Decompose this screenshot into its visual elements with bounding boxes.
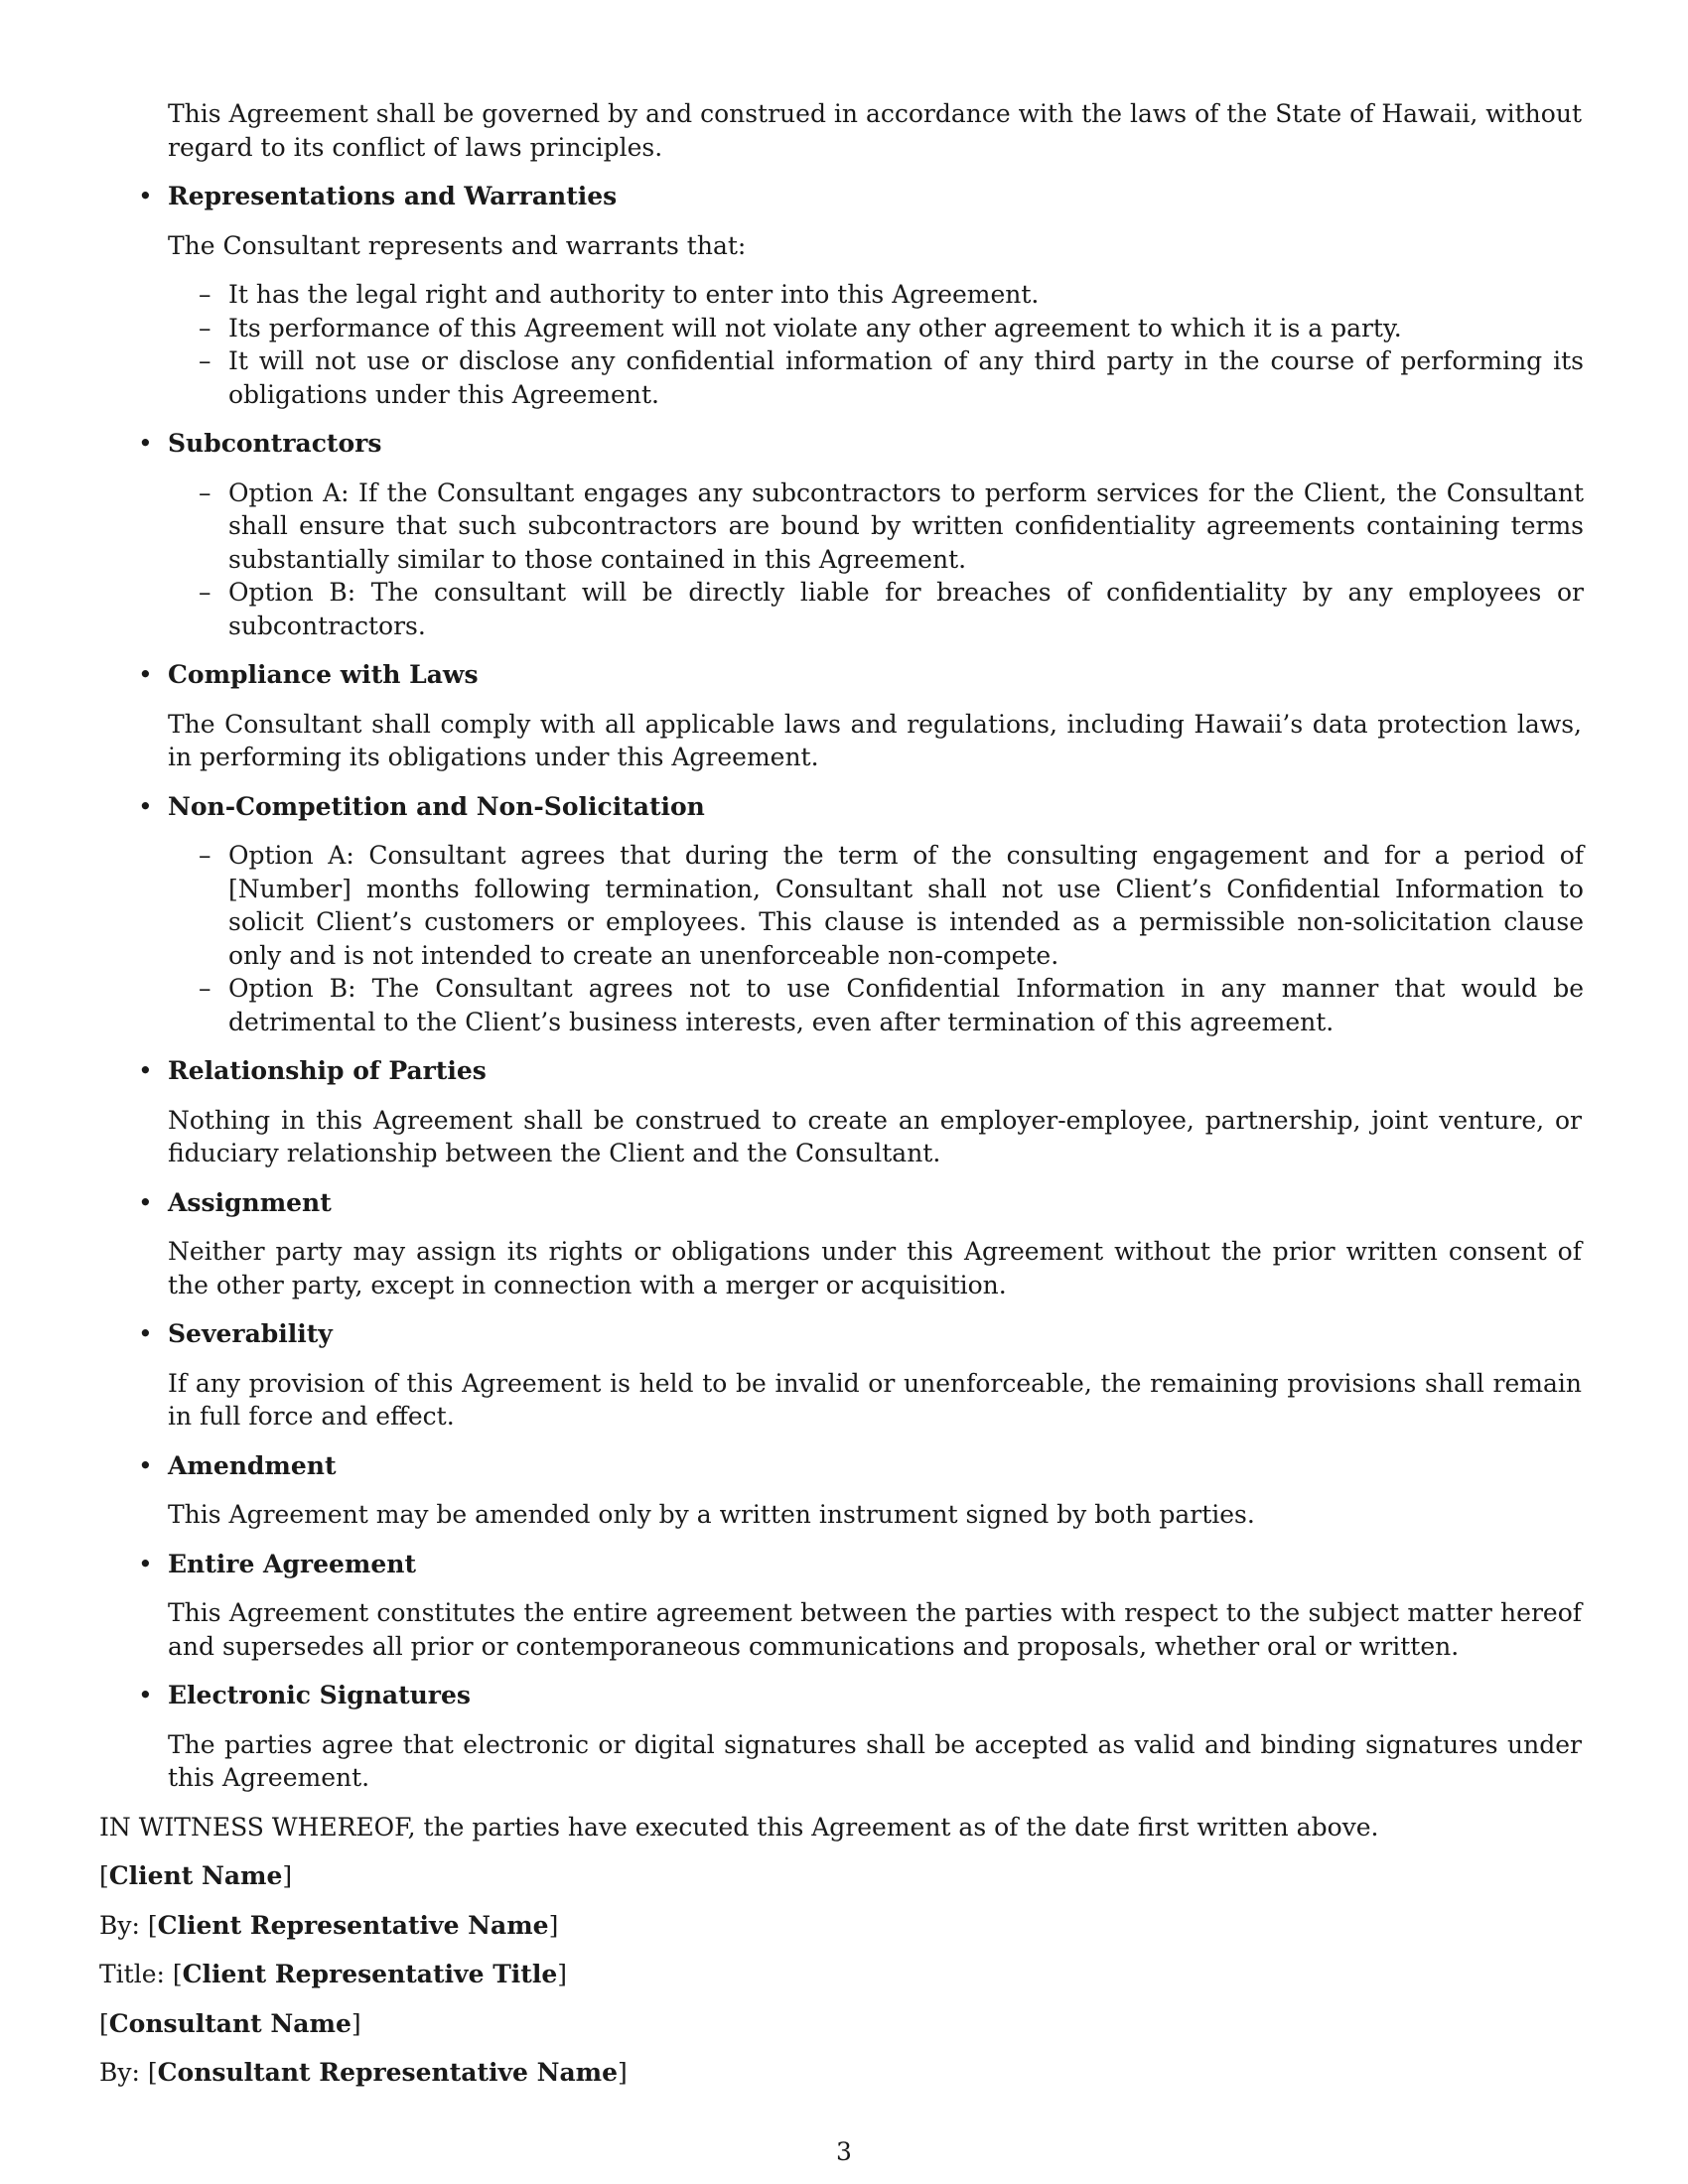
bullet-icon: • <box>138 182 153 210</box>
section-amendment <box>138 1449 1589 1532</box>
list-item-text: Option B: The consultant will be directly liable for breaches of confidentiality by any employees or subcontractors. <box>228 578 1584 640</box>
bullet-icon: • <box>138 1056 153 1085</box>
section-assignment <box>138 1186 1589 1302</box>
consultant-name: Consultant Name <box>108 2008 352 2038</box>
client-rep-name: Client Representative Name <box>157 1910 549 1940</box>
dash-icon: – <box>199 346 211 375</box>
section-heading: Non-Competition and Non-Solicitation <box>168 791 705 821</box>
bullet-icon: • <box>138 660 153 689</box>
client-rep-line: By: [Client Representative Name] <box>99 1910 559 1940</box>
by-label: By: <box>99 1910 140 1940</box>
list-item-text: Option B: The Consultant agrees not to use Confidential Information in any manner that would be detrimental to the Client’s business interests, even after termination of this agreement. <box>228 974 1584 1036</box>
section-body: Nothing in this Agreement shall be construed to create an employer-employee, partnership, joint venture, or fiduciary relationship between the Client and the Consultant. <box>168 1105 1582 1167</box>
bullet-icon: • <box>138 791 153 821</box>
list-item <box>199 839 1584 972</box>
bullet-icon: • <box>138 1187 153 1217</box>
client-rep-title: Client Representative Title <box>182 1960 558 1988</box>
bullet-icon: • <box>138 429 153 458</box>
title-label: Title: <box>99 1960 165 1988</box>
section-body: Neither party may assign its rights or obligations under this Agreement without the prior written consent of the other party, except in connection with a merger or acquisition. <box>168 1237 1582 1299</box>
dash-icon: – <box>199 841 211 870</box>
section-heading: Representations and Warranties <box>168 182 618 210</box>
bullet-icon: • <box>138 1549 153 1578</box>
section-heading: Assignment <box>168 1187 332 1217</box>
section-heading: Amendment <box>168 1450 337 1480</box>
section-body: The Consultant represents and warrants that: <box>168 230 747 260</box>
section-electronic-signatures <box>138 1679 1589 1795</box>
section-entire-agreement <box>138 1548 1589 1664</box>
section-body: This Agreement may be amended only by a written instrument signed by both parties. <box>168 1500 1255 1529</box>
list-item-text: It has the legal right and authority to enter into this Agreement. <box>228 280 1040 309</box>
section-body: The parties agree that electronic or digital signatures shall be accepted as valid and binding signatures under this Agreement. <box>168 1729 1582 1792</box>
bullet-icon: • <box>138 1681 153 1709</box>
list-item <box>199 576 1584 642</box>
list-item <box>199 344 1584 411</box>
section-non-competition <box>138 790 1589 1039</box>
client-name: Client Name <box>108 1861 283 1890</box>
section-relationship <box>138 1054 1589 1170</box>
list-item <box>199 972 1584 1038</box>
section-heading: Electronic Signatures <box>168 1681 471 1709</box>
list-item-text: Its performance of this Agreement will not violate any other agreement to which it is a party. <box>228 313 1402 342</box>
list-item-text: It will not use or disclose any confidential information of any third party in the course of performing its obligations under this Agreement. <box>228 346 1584 409</box>
section-heading: Entire Agreement <box>168 1549 416 1578</box>
governing-law-text: This Agreement shall be governed by and construed in accordance with the laws of the State of Hawaii, without regard to its conflict of laws principles. <box>168 99 1582 162</box>
dash-icon: – <box>199 974 211 1003</box>
sub-list <box>168 278 1589 411</box>
dash-icon: – <box>199 578 211 607</box>
sub-list <box>168 477 1589 643</box>
list-item <box>199 477 1584 577</box>
dash-icon: – <box>199 478 211 507</box>
list-item <box>199 312 1584 345</box>
page-number: 3 <box>836 2137 852 2166</box>
by-label: By: <box>99 2058 140 2087</box>
bullet-icon: • <box>138 1450 153 1480</box>
list-item-text: Option A: Consultant agrees that during the term of the consulting engagement and for a period of [Number] months following termination, Consultant shall not use Client’s Confidential Information to solicit Client’s customers or employees. This clause is intended as a permissible non-solicitation clause only and is not intended to create an unenforceable non-compete. <box>228 841 1584 970</box>
list-item-text: Option A: If the Consultant engages any subcontractors to perform services for the Client, the Consultant shall ensure that such subcontractors are bound by written confidentiality agreements containing terms substantially similar to those contained in this Agreement. <box>228 478 1584 574</box>
consultant-name-line: [Consultant Name] <box>99 2008 361 2038</box>
section-heading: Severability <box>168 1319 333 1348</box>
consultant-rep-line: By: [Consultant Representative Name] <box>99 2058 628 2087</box>
consultant-rep-name: Consultant Representative Name <box>157 2058 619 2087</box>
section-heading: Compliance with Laws <box>168 660 479 689</box>
witness-statement: IN WITNESS WHEREOF, the parties have executed this Agreement as of the date first written above. <box>99 1812 1379 1842</box>
document-page <box>99 97 1589 2090</box>
section-heading: Relationship of Parties <box>168 1056 487 1085</box>
client-name-line: [Client Name] <box>99 1861 293 1890</box>
client-title-line: Title: [Client Representative Title] <box>99 1960 568 1988</box>
sub-list <box>168 839 1589 1038</box>
section-body: If any provision of this Agreement is held to be invalid or unenforceable, the remaining provisions shall remain in full force and effect. <box>168 1368 1582 1431</box>
section-body: This Agreement constitutes the entire agreement between the parties with respect to the subject matter hereof and supersedes all prior or contemporaneous communications and proposals, whether oral or written. <box>168 1598 1582 1661</box>
section-representations <box>138 180 1589 411</box>
section-subcontractors <box>138 427 1589 642</box>
section-list <box>99 180 1589 1795</box>
section-heading: Subcontractors <box>168 429 382 458</box>
bullet-icon: • <box>138 1319 153 1348</box>
dash-icon: – <box>199 313 211 342</box>
section-body: The Consultant shall comply with all applicable laws and regulations, including Hawaii’s data protection laws, in performing its obligations under this Agreement. <box>168 709 1582 771</box>
section-severability <box>138 1317 1589 1433</box>
dash-icon: – <box>199 280 211 309</box>
list-item <box>199 278 1584 312</box>
section-compliance <box>138 658 1589 774</box>
